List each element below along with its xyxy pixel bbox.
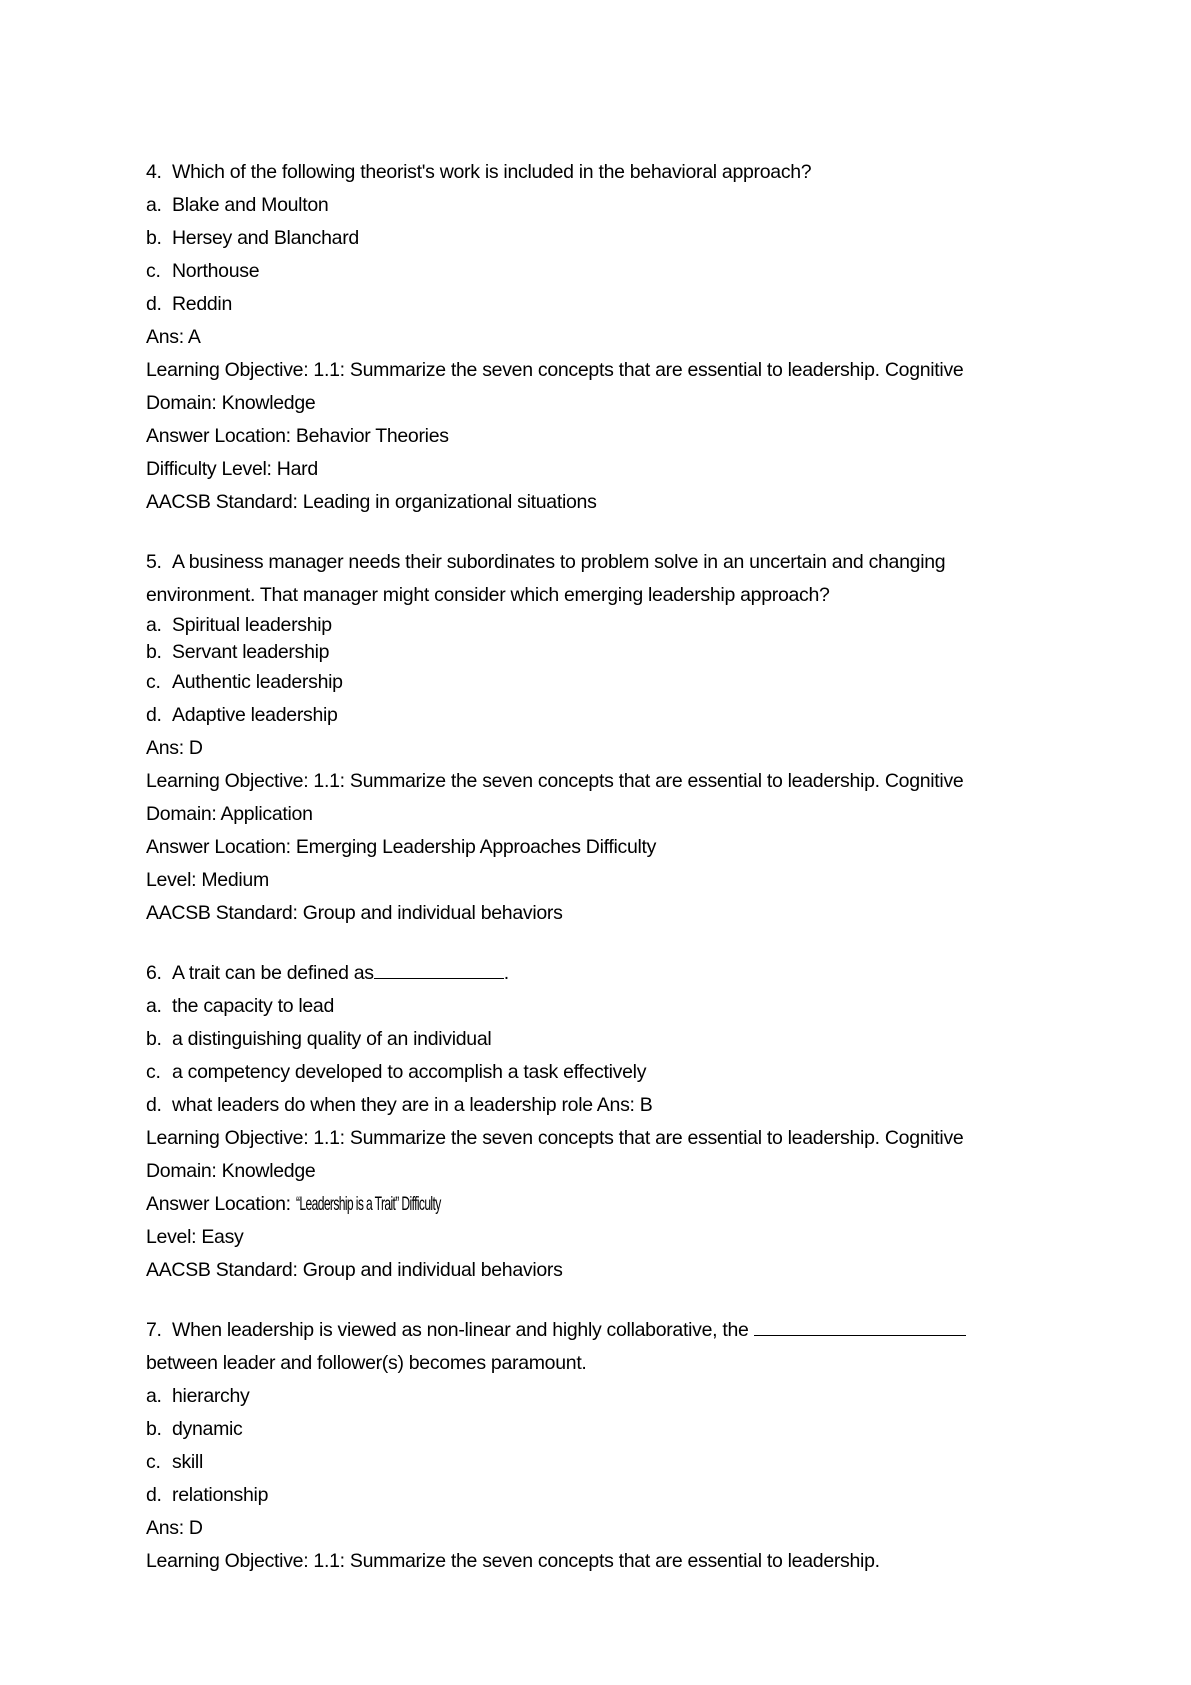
question-stem: 4. Which of the following theorist's work is included in the behavioral approach?	[146, 161, 812, 183]
question-stem: 6. A trait can be defined as .	[146, 962, 509, 984]
question-4	[146, 156, 1046, 519]
answer: Ans: D	[146, 1517, 203, 1539]
question-stem-continued: between leader and follower(s) becomes paramount.	[146, 1352, 587, 1374]
learning-objective: Learning Objective: 1.1: Summarize the seven concepts that are essential to leadership. Cognitive	[146, 359, 964, 381]
question-stem-continued: environment. That manager might consider which emerging leadership approach?	[146, 584, 830, 606]
answer-location: Answer Location: Behavior Theories	[146, 425, 449, 447]
learning-objective: Learning Objective: 1.1: Summarize the seven concepts that are essential to leadership. Cognitive	[146, 770, 964, 792]
spacer	[146, 930, 1046, 957]
learning-objective: Learning Objective: 1.1: Summarize the seven concepts that are essential to leadership.	[146, 1550, 880, 1572]
option-d: d. Reddin	[146, 293, 232, 315]
question-7	[146, 1314, 1046, 1578]
option-a: a. hierarchy	[146, 1385, 250, 1407]
learning-objective: Learning Objective: 1.1: Summarize the seven concepts that are essential to leadership. Cognitive	[146, 1127, 964, 1149]
question-6	[146, 957, 1046, 1287]
spacer	[146, 1287, 1046, 1314]
option-d: d. what leaders do when they are in a leadership role Ans: B	[146, 1094, 653, 1116]
fill-in-blank	[754, 1317, 966, 1336]
option-c: c. Northouse	[146, 260, 260, 282]
option-b: b. dynamic	[146, 1418, 243, 1440]
aacsb-standard: AACSB Standard: Group and individual behaviors	[146, 1259, 563, 1281]
answer-location: Answer Location: “Leadership is a Trait” Difficulty	[146, 1193, 441, 1215]
option-d: d. relationship	[146, 1484, 269, 1506]
option-a: a. Spiritual leadership	[146, 614, 332, 636]
option-c: c. Authentic leadership	[146, 671, 343, 693]
spacer	[146, 519, 1046, 546]
option-a: a. the capacity to lead	[146, 995, 335, 1017]
option-b: b. Servant leadership	[146, 641, 330, 663]
difficulty-level: Difficulty Level: Hard	[146, 458, 318, 480]
question-stem: 7. When leadership is viewed as non-linear and highly collaborative, the	[146, 1314, 1046, 1347]
option-c: c. a competency developed to accomplish a task effectively	[146, 1061, 647, 1083]
question-stem: 5. A business manager needs their subordinates to problem solve in an uncertain and changing	[146, 551, 946, 573]
option-b: b. Hersey and Blanchard	[146, 227, 359, 249]
option-c: c. skill	[146, 1451, 203, 1473]
option-b: b. a distinguishing quality of an individual	[146, 1028, 492, 1050]
option-a: a. Blake and Moulton	[146, 194, 329, 216]
difficulty-level: Level: Medium	[146, 869, 269, 891]
answer: Ans: D	[146, 737, 203, 759]
fill-in-blank	[374, 960, 504, 979]
cognitive-domain: Domain: Application	[146, 803, 313, 825]
option-d: d. Adaptive leadership	[146, 704, 338, 726]
aacsb-standard: AACSB Standard: Group and individual behaviors	[146, 902, 563, 924]
cognitive-domain: Domain: Knowledge	[146, 1160, 316, 1182]
question-list	[146, 156, 1046, 1578]
cognitive-domain: Domain: Knowledge	[146, 392, 316, 414]
aacsb-standard: AACSB Standard: Leading in organizational situations	[146, 491, 597, 513]
answer: Ans: A	[146, 326, 201, 348]
difficulty-level: Level: Easy	[146, 1226, 244, 1248]
answer-location: Answer Location: Emerging Leadership Approaches Difficulty	[146, 836, 657, 858]
question-5	[146, 546, 1046, 930]
